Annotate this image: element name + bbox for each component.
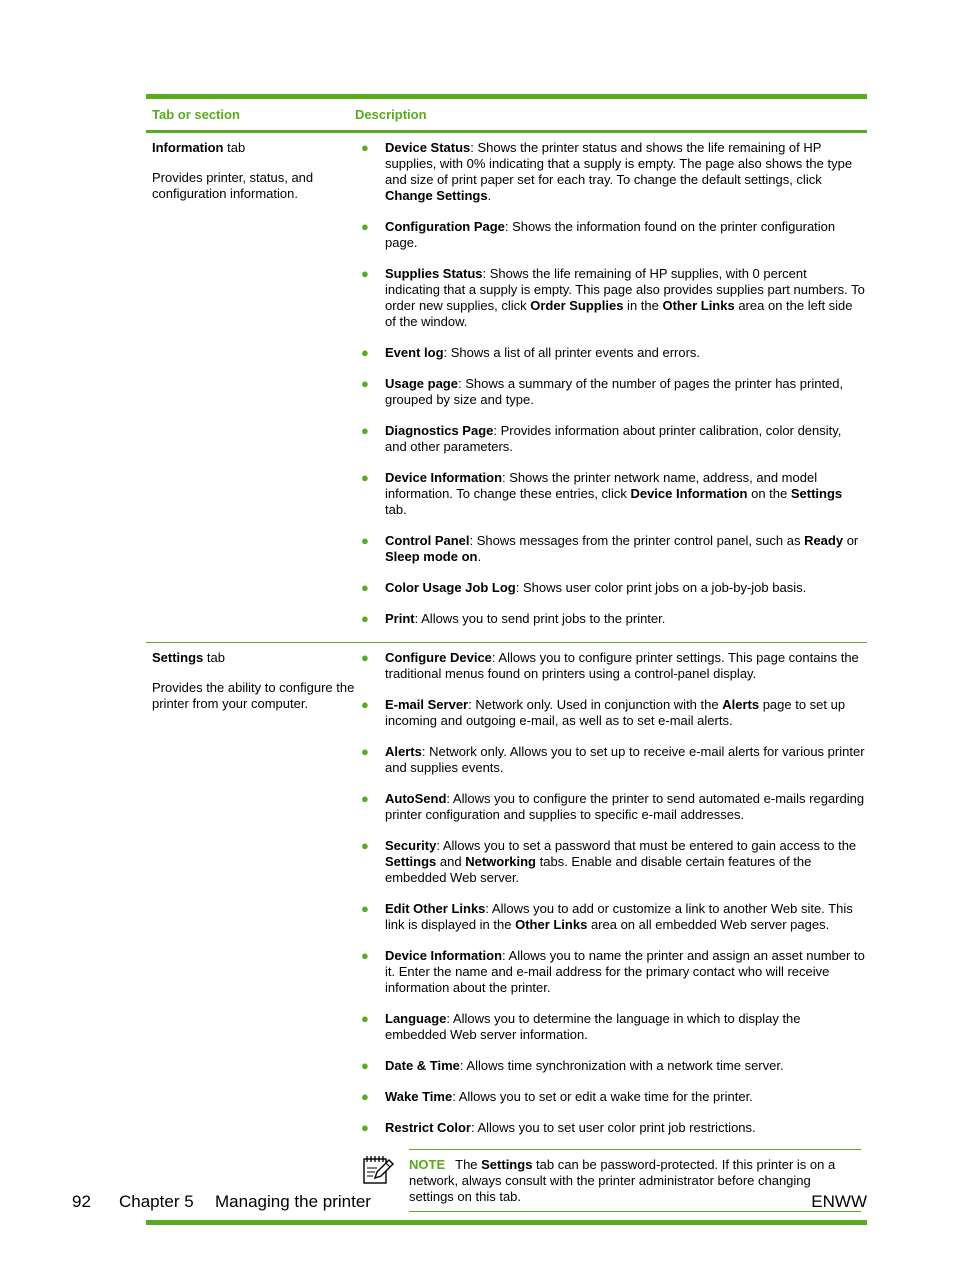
bold-term: Supplies Status: [385, 266, 483, 281]
bullet-icon: ●: [361, 611, 369, 626]
list-item: [361, 345, 867, 361]
text-run: The: [455, 1157, 482, 1172]
bold-term: Configuration Page: [385, 219, 505, 234]
list-item: [361, 838, 867, 886]
text-run: : Shows the information found on the printer configuration page.: [385, 219, 836, 250]
text-run: : Network only. Used in conjunction with the: [468, 697, 723, 712]
list-item: [361, 611, 867, 627]
bullet-icon: ●: [361, 1058, 369, 1073]
bold-term: Device Information: [630, 486, 748, 501]
bullet-icon: ●: [361, 345, 369, 360]
table-row-settings: [146, 643, 867, 1212]
bold-term: Other Links: [515, 917, 588, 932]
tab-name: Information: [152, 140, 224, 155]
list-item: [361, 1120, 867, 1136]
bold-term: Other Links: [662, 298, 735, 313]
header-description: Description: [355, 107, 427, 122]
text-run: or: [843, 533, 859, 548]
text-run: : Allows you to configure the printer to send automated e-mails regarding printer configuration and supplies to specific e-mail addresses.: [385, 791, 865, 822]
bullet-icon: ●: [361, 140, 369, 155]
tab-title: [152, 140, 355, 156]
table-bottom-rule: [146, 1220, 867, 1225]
feature-list: [361, 140, 867, 627]
bold-term: Change Settings: [385, 188, 488, 203]
bullet-icon: ●: [361, 580, 369, 595]
bullet-icon: ●: [361, 744, 369, 759]
tab-suffix: tab: [203, 650, 225, 665]
feature-list: [361, 650, 867, 1136]
row-tab-cell: [146, 643, 361, 1212]
text-run: : Network only. Allows you to set up to receive e-mail alerts for various printer and supplies events.: [385, 744, 865, 775]
text-run: : Allows you to send print jobs to the printer.: [414, 611, 666, 626]
bullet-icon: ●: [361, 1120, 369, 1135]
list-item: [361, 470, 867, 518]
document-table: [146, 94, 867, 1225]
bold-term: Edit Other Links: [385, 901, 486, 916]
table-header-row: [146, 99, 867, 130]
bullet-icon: ●: [361, 533, 369, 548]
list-item: [361, 948, 867, 996]
text-run: : Allows you to configure printer settings. This page contains the traditional menus found on printers using a control-panel display.: [385, 650, 859, 681]
text-run: : Allows you to add or customize a link to another Web site. This link is displayed in the: [385, 901, 853, 932]
bullet-icon: ●: [361, 219, 369, 234]
text-run: and: [436, 854, 466, 869]
chapter-title: Managing the printer: [215, 1192, 371, 1211]
list-item: [361, 744, 867, 776]
row-description-cell: [361, 133, 867, 642]
header-tab-or-section: Tab or section: [152, 107, 240, 122]
text-run: : Allows you to set a password that must be entered to gain access to the: [436, 838, 857, 853]
list-item: [361, 376, 867, 408]
list-item: [361, 140, 867, 204]
list-item: [361, 423, 867, 455]
page-footer: [72, 1192, 867, 1212]
text-run: : Shows the life remaining of HP supplies, with 0 percent indicating that a supply is empty. This page also provides supplies part numbers. To order new supplies, click: [385, 266, 865, 313]
text-run: tabs. Enable and disable certain features of the embedded Web server.: [385, 854, 812, 885]
bullet-icon: ●: [361, 901, 369, 916]
bullet-icon: ●: [361, 697, 369, 712]
text-run: : Allows you to determine the language in which to display the embedded Web server information.: [385, 1011, 801, 1042]
bold-term: Ready: [804, 533, 844, 548]
text-run: : Shows the printer status and shows the life remaining of HP supplies, with 0% indicating that a supply is empty. The page also shows the type and size of print paper set for each tray. To change the default settings, click: [385, 140, 853, 187]
bold-term: Alerts: [722, 697, 760, 712]
bold-term: Event log: [385, 345, 444, 360]
bold-term: Print: [385, 611, 415, 626]
bold-term: Device Information: [385, 948, 503, 963]
table-row-information: [146, 133, 867, 642]
bold-term: Device Information: [385, 470, 503, 485]
text-run: tab.: [385, 502, 407, 517]
bold-term: Security: [385, 838, 437, 853]
text-run: : Allows you to set user color print job restrictions.: [470, 1120, 756, 1135]
bold-term: Color Usage Job Log: [385, 580, 516, 595]
bold-term: Configure Device: [385, 650, 492, 665]
bullet-icon: ●: [361, 650, 369, 665]
text-run: : Provides information about printer calibration, color density, and other parameters.: [385, 423, 842, 454]
bullet-icon: ●: [361, 470, 369, 485]
row-tab-cell: [146, 133, 361, 642]
bold-term: Usage page: [385, 376, 458, 391]
text-run: : Shows messages from the printer control panel, such as: [469, 533, 805, 548]
text-run: .: [487, 188, 492, 203]
list-item: [361, 580, 867, 596]
bold-term: Settings: [385, 854, 437, 869]
text-run: in the: [623, 298, 663, 313]
bullet-icon: ●: [361, 838, 369, 853]
list-item: [361, 1089, 867, 1105]
text-run: : Shows user color print jobs on a job-by-job basis.: [515, 580, 807, 595]
text-run: .: [477, 549, 482, 564]
bold-term: Device Status: [385, 140, 471, 155]
text-run: : Shows a summary of the number of pages the printer has printed, grouped by size and type.: [385, 376, 844, 407]
bold-term: Settings: [790, 486, 843, 501]
bullet-icon: ●: [361, 1011, 369, 1026]
bullet-icon: ●: [361, 1089, 369, 1104]
text-run: on the: [747, 486, 791, 501]
list-item: [361, 266, 867, 330]
tab-suffix: tab: [223, 140, 246, 155]
page-number: 92: [72, 1192, 91, 1211]
bold-term: AutoSend: [385, 791, 447, 806]
bold-term: Control Panel: [385, 533, 470, 548]
bold-term: Order Supplies: [530, 298, 624, 313]
bold-term: Settings: [481, 1157, 533, 1172]
footer-right-label: ENWW: [811, 1192, 867, 1211]
tab-name: Settings: [152, 650, 204, 665]
list-item: [361, 219, 867, 251]
text-run: area on all embedded Web server pages.: [587, 917, 830, 932]
bold-term: Diagnostics Page: [385, 423, 494, 438]
text-run: : Allows you to set or edit a wake time for the printer.: [452, 1089, 753, 1104]
bold-term: Sleep mode on: [385, 549, 478, 564]
bold-term: Language: [385, 1011, 447, 1026]
list-item: [361, 1058, 867, 1074]
list-item: [361, 533, 867, 565]
text-run: area on the left side of the window.: [385, 298, 853, 329]
list-item: [361, 901, 867, 933]
bold-term: Date & Time: [385, 1058, 460, 1073]
text-run: : Shows a list of all printer events and errors.: [443, 345, 701, 360]
tab-description: Provides the ability to configure the printer from your computer.: [152, 680, 355, 711]
list-item: [361, 1011, 867, 1043]
bold-term: Wake Time: [385, 1089, 453, 1104]
list-item: [361, 650, 867, 682]
text-run: : Allows you to name the printer and assign an asset number to it. Enter the name and e-mail address for the primary contact who will receive information about the printer.: [385, 948, 865, 995]
tab-title: [152, 650, 355, 666]
bold-term: Networking: [465, 854, 537, 869]
text-run: : Allows time synchronization with a network time server.: [459, 1058, 784, 1073]
bullet-icon: ●: [361, 423, 369, 438]
row-description-cell: [361, 643, 867, 1212]
text-run: page to set up incoming and outgoing e-mail, as well as to set e-mail alerts.: [385, 697, 846, 728]
bullet-icon: ●: [361, 376, 369, 391]
text-run: : Shows the printer network name, address, and model information. To change these entries, click: [385, 470, 818, 501]
text-run: tab can be password-protected. If this printer is on a network, always consult with the printer administrator before changing settings on this tab.: [409, 1157, 836, 1204]
bold-term: E-mail Server: [385, 697, 469, 712]
bullet-icon: ●: [361, 948, 369, 963]
bold-term: Alerts: [385, 744, 422, 759]
bullet-icon: ●: [361, 266, 369, 281]
bold-term: Restrict Color: [385, 1120, 471, 1135]
tab-description: Provides printer, status, and configuration information.: [152, 170, 314, 201]
list-item: [361, 791, 867, 823]
chapter-label: Chapter 5: [119, 1192, 194, 1211]
bullet-icon: ●: [361, 791, 369, 806]
note-label: NOTE: [409, 1157, 446, 1172]
list-item: [361, 697, 867, 729]
